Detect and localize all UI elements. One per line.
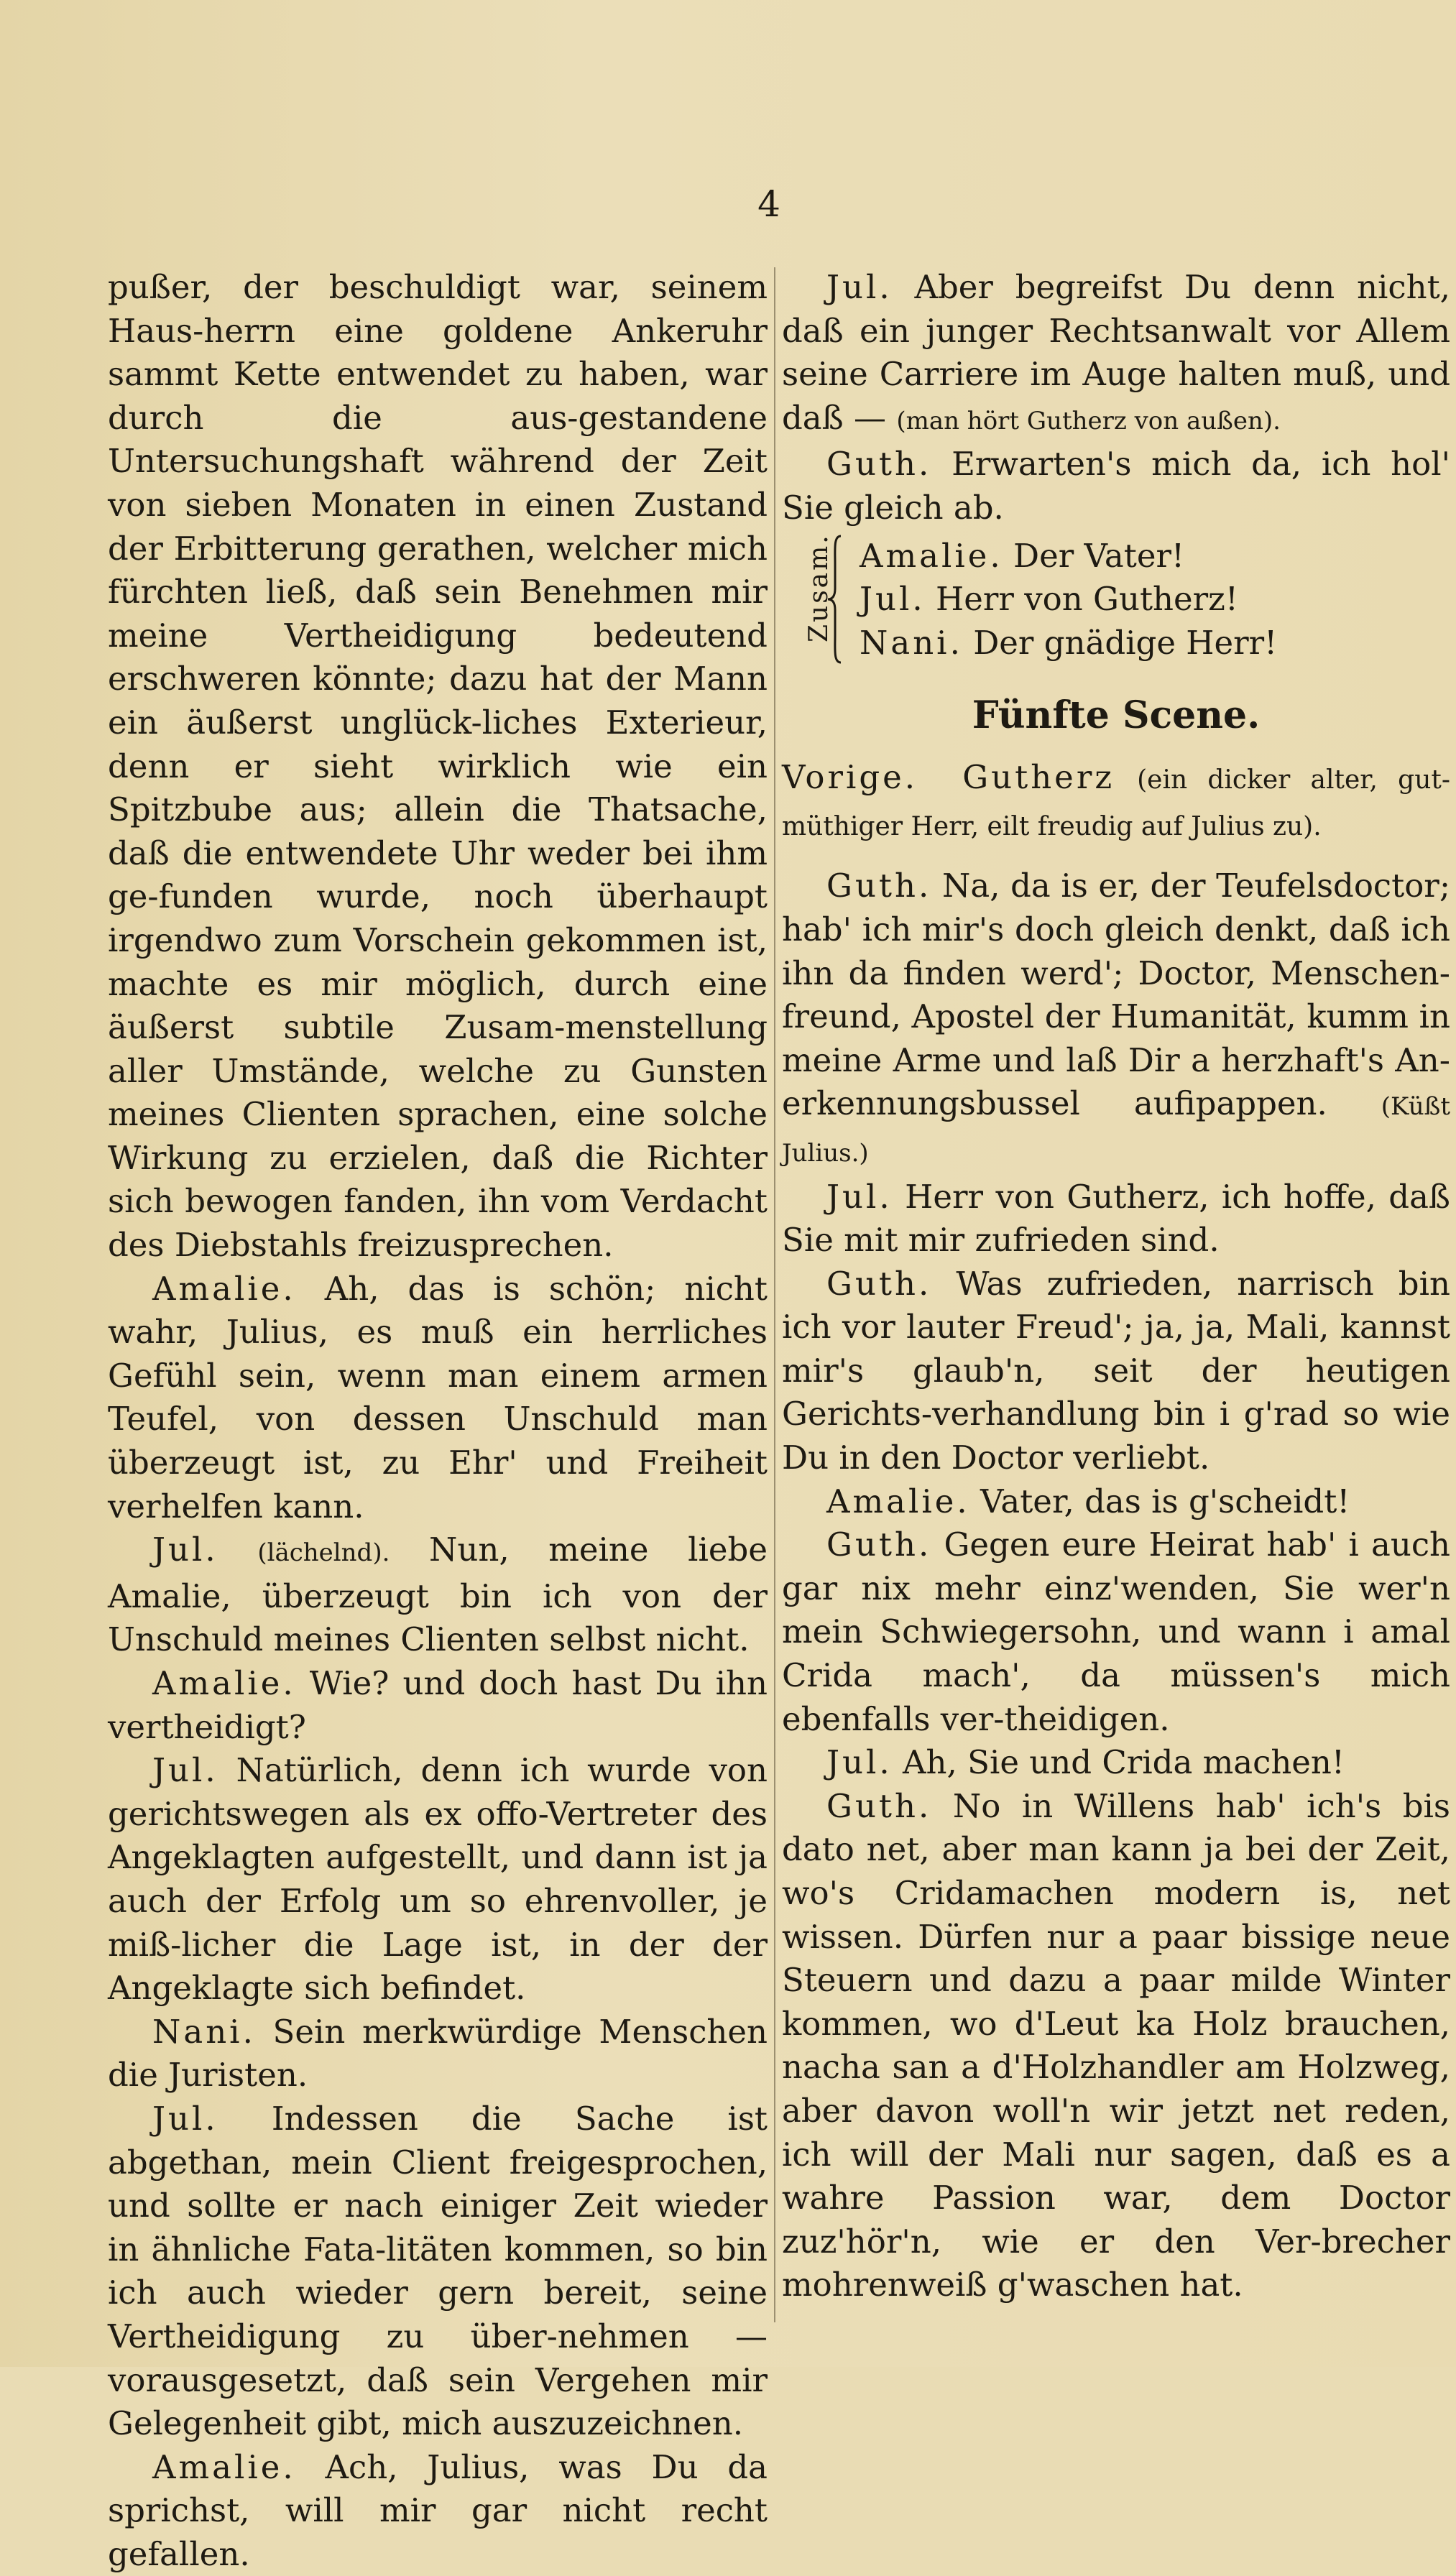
- paragraph-text: pußer, der beschuldigt war, seinem Haus-herrn eine goldene Ankeruhr sammt Kette entwendet zu haben, war durch die aus-gestandene Untersuchungshaft während der Zeit von sieben Monaten in einen Zustand der Erbitterung gerathen, welcher mich fürchten ließ, daß sein Benehmen mir meine Vertheidigung bedeutend erschweren könnte; dazu hat der Mann ein äußerst unglück-liches Exterieur, denn er sieht wirklich wie ein Spitzbube aus; allein die Thatsache, daß die entwendete Uhr weder bei ihm ge-funden wurde, noch überhaupt irgendwo zum Vorschein gekommen ist, machte es mir möglich, durch eine äußerst subtile Zusam-menstellung aller Umstände, welche zu Gunsten meines Clienten sprachen, eine solche Wirkung zu erzielen, daß die Richter sich bewogen fanden, ihn vom Verdacht des Diebstahls freizusprechen.: [108, 268, 768, 1265]
- speaker-name: Jul.: [152, 1531, 218, 1569]
- brace-icon: [826, 535, 844, 664]
- dialogue-text: Ah, das is schön; nicht wahr, Julius, es muß ein herrliches Gefühl sein, wenn man einem armen Teufel, von dessen Unschuld man überzeugt ist, zu Ehr' und Freiheit verhelfen kann.: [108, 1269, 768, 1525]
- ensemble-lines: [860, 535, 1277, 665]
- dialogue-text: Sein merkwürdige Menschen die Juristen.: [108, 2012, 768, 2095]
- dialogue-text: Was zufrieden, narrisch bin ich vor lauter Freud'; ja, ja, Mali, kannst mir's glaub'n, seit der heutigen Gerichts-verhandlung bin i g'rad so wie Du in den Doctor verliebt.: [782, 1264, 1450, 1477]
- speaker-name: Nani.: [152, 2012, 256, 2051]
- dialogue-text: Erwarten's mich da, ich hol' Sie gleich ab.: [782, 445, 1450, 527]
- speaker-name: Guth.: [826, 867, 932, 905]
- speaker-name: Guth.: [826, 1264, 932, 1303]
- dialogue-text: Nun, meine liebe Amalie, überzeugt bin ich von der Unschuld meines Clienten selbst nicht.: [108, 1531, 768, 1659]
- dialogue-text: Der Vater!: [1013, 536, 1185, 575]
- speaker-name: Amalie.: [860, 536, 1003, 575]
- dialogue-line: [108, 2446, 768, 2576]
- speaker-name: Jul.: [152, 1751, 218, 1790]
- dialogue-line: [782, 864, 1450, 1175]
- stage-direction: (Küßt Julius.): [782, 1092, 1450, 1168]
- dialogue-line: [782, 266, 1450, 443]
- dialogue-line: [782, 1480, 1450, 1524]
- dialogue-line: [108, 1662, 768, 1749]
- scene-entry: [782, 756, 1450, 849]
- speaker-name: Amalie.: [152, 1664, 296, 1702]
- dialogue-text: Aber begreifst Du denn nicht, daß ein junger Rechtsanwalt vor Allem seine Carriere im Auge halten muß, und daß —: [782, 268, 1450, 437]
- left-column: [108, 266, 768, 2576]
- dialogue-text: Ah, Sie und Crida machen!: [903, 1743, 1345, 1782]
- speaker-name: Jul.: [152, 2099, 218, 2138]
- spacer: [782, 849, 1450, 864]
- dialogue-line: [108, 1528, 768, 1662]
- dialogue-line: [782, 1741, 1450, 1785]
- dialogue-line: [782, 1523, 1450, 1741]
- ensemble-line: [860, 622, 1277, 665]
- speaker-name: Nani.: [860, 623, 963, 662]
- speaker-name: Guth.: [826, 1786, 932, 1825]
- ensemble-line: [860, 535, 1277, 578]
- dialogue-line: [108, 2011, 768, 2097]
- dialogue-text: Natürlich, denn ich wurde von gerichtswegen als ex offo-Vertreter des Angeklagten aufgestellt, und dann ist ja auch der Erfolg um so ehrenvoller, je miß-licher die Lage ist, in der der Angeklagte sich befindet.: [108, 1751, 768, 2008]
- paragraph: [108, 266, 768, 1268]
- dialogue-line: [108, 1749, 768, 2011]
- stage-direction: (lächelnd).: [257, 1538, 390, 1568]
- dialogue-text: No in Willens hab' ich's bis dato net, aber man kann ja bei der Zeit, wo's Cridamachen modern is, net wissen. Dürfen nur a paar bissige neue Steuern und dazu a paar milde Winter kommen, wo d'Leut ka Holz brauchen, nacha san a d'Holzhandler am Holzweg, aber davon woll'n wir jetzt net reden, ich will der Mali nur sagen, daß es a wahre Passion war, dem Doctor zuz'hör'n, wie er den Ver-brecher mohrenweiß g'waschen hat.: [782, 1786, 1450, 2304]
- speaker-name: Jul.: [826, 268, 893, 306]
- dialogue-text: Indessen die Sache ist abgethan, mein Client freigesprochen, und sollte er nach einiger Zeit wieder in ähnliche Fata-litäten kommen, so bin ich auch wieder gern bereit, seine Vertheidigung zu über-nehmen — vorausgesetzt, daß sein Vergehen mir Gelegenheit gibt, mich auszuzeichnen.: [108, 2099, 768, 2443]
- speaker-name: Jul.: [860, 580, 926, 619]
- dialogue-text: Herr von Gutherz, ich hoffe, daß Sie mit mir zufrieden sind.: [782, 1177, 1450, 1260]
- speaker-name: Jul.: [826, 1743, 893, 1782]
- entry-name: Gutherz: [962, 758, 1115, 797]
- dialogue-text: Vater, das is g'scheidt!: [980, 1482, 1350, 1520]
- right-column: [782, 266, 1450, 2307]
- dialogue-line: [108, 1268, 768, 1529]
- dialogue-line: [782, 1785, 1450, 2307]
- dialogue-line: [782, 1176, 1450, 1262]
- entry-speaker: Vorige.: [782, 758, 918, 797]
- dialogue-line: [782, 1262, 1450, 1480]
- speaker-name: Guth.: [826, 445, 932, 484]
- ensemble-block: [782, 532, 1450, 665]
- dialogue-text: Wie? und doch hast Du ihn vertheidigt?: [108, 1664, 768, 1746]
- dialogue-line: [782, 443, 1450, 530]
- speaker-name: Amalie.: [152, 1269, 296, 1308]
- dialogue-text: Ach, Julius, was Du da sprichst, will mir gar nicht recht gefallen.: [108, 2447, 768, 2573]
- dialogue-text: Der gnädige Herr!: [973, 623, 1278, 662]
- dialogue-line: [108, 2097, 768, 2446]
- scene-heading: Fünfte Scene.: [972, 693, 1261, 737]
- dialogue-text: Na, da is er, der Teufelsdoctor; hab' ich mir's doch gleich denkt, daß ich ihn da finden werd'; Doctor, Menschen-freund, Apostel der Humanität, kumm in meine Arme und laß Dir a herzhaft's An-erkennungsbussel aufipappen.: [782, 867, 1450, 1123]
- ensemble-label: Zusam.: [804, 532, 834, 642]
- speaker-name: Amalie.: [826, 1482, 970, 1520]
- dialogue-text: Gegen eure Heirat hab' i auch gar nix mehr einz'wenden, Sie wer'n mein Schwiegersohn, und wann i amal Crida mach', da müssen's mich ebenfalls ver-theidigen.: [782, 1525, 1450, 1738]
- dialogue-text: Herr von Gutherz!: [936, 580, 1238, 619]
- page-number: 4: [757, 183, 780, 225]
- stage-direction: (man hört Gutherz von außen).: [896, 406, 1281, 435]
- speaker-name: Guth.: [826, 1525, 932, 1564]
- ensemble-line: [860, 578, 1277, 622]
- speaker-name: Jul.: [826, 1177, 893, 1216]
- stage-direction: (ein dicker alter, gut-müthiger Herr, eilt freudig auf Julius zu).: [782, 765, 1451, 841]
- speaker-name: Amalie.: [152, 2447, 296, 2486]
- column-divider: [774, 267, 775, 2322]
